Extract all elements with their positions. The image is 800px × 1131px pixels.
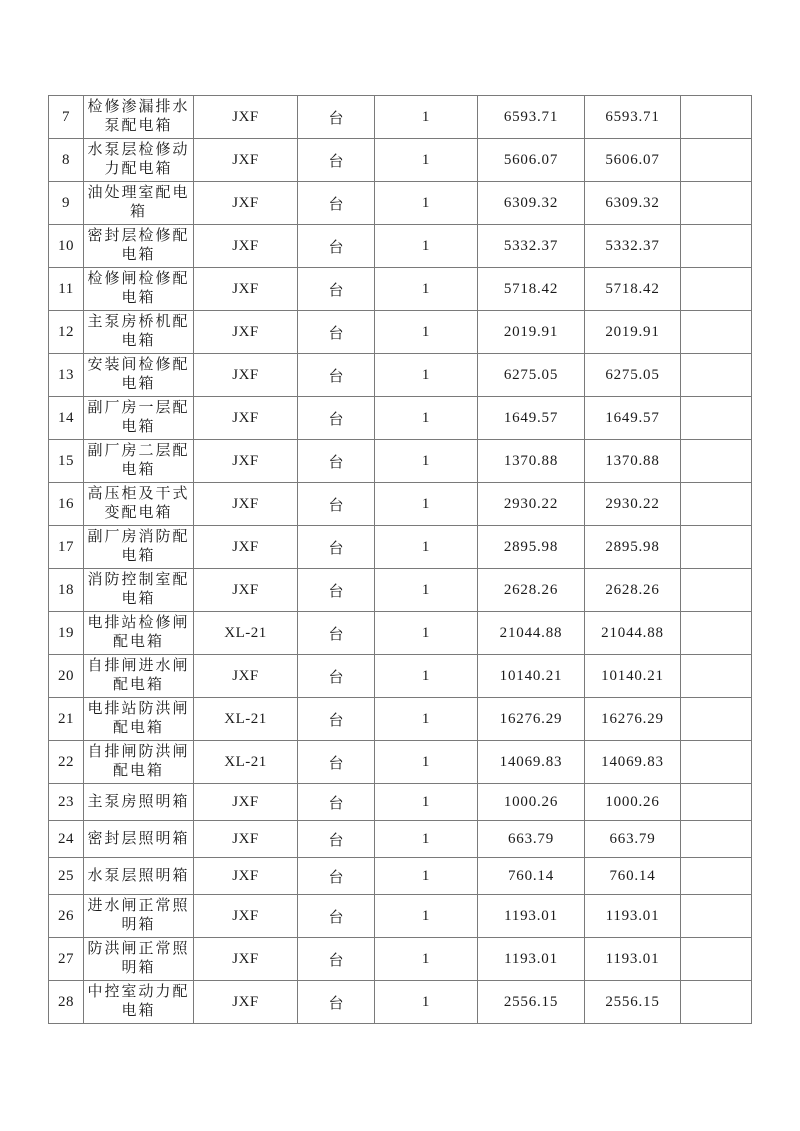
cell-unit: 台 bbox=[298, 698, 375, 741]
table-row bbox=[49, 938, 752, 981]
cell-name: 副厂房消防配电箱 bbox=[84, 526, 194, 569]
cell-total: 21044.88 bbox=[585, 612, 681, 655]
cell-qty: 1 bbox=[375, 938, 478, 981]
table-row bbox=[49, 784, 752, 821]
cell-remark bbox=[681, 938, 752, 981]
cell-model: JXF bbox=[194, 858, 298, 895]
cell-qty: 1 bbox=[375, 268, 478, 311]
cell-remark bbox=[681, 354, 752, 397]
cell-total: 6275.05 bbox=[585, 354, 681, 397]
cell-model: JXF bbox=[194, 96, 298, 139]
cell-remark bbox=[681, 741, 752, 784]
cell-total: 5718.42 bbox=[585, 268, 681, 311]
cell-no: 9 bbox=[49, 182, 84, 225]
table-row bbox=[49, 225, 752, 268]
cell-qty: 1 bbox=[375, 981, 478, 1024]
table-row bbox=[49, 821, 752, 858]
cell-total: 2930.22 bbox=[585, 483, 681, 526]
cell-no: 18 bbox=[49, 569, 84, 612]
cell-no: 16 bbox=[49, 483, 84, 526]
table-row bbox=[49, 440, 752, 483]
table-row bbox=[49, 96, 752, 139]
cell-name: 安装间检修配电箱 bbox=[84, 354, 194, 397]
cell-unit: 台 bbox=[298, 981, 375, 1024]
cell-total: 14069.83 bbox=[585, 741, 681, 784]
cell-name: 消防控制室配电箱 bbox=[84, 569, 194, 612]
cell-name: 电排站防洪闸配电箱 bbox=[84, 698, 194, 741]
cell-no: 22 bbox=[49, 741, 84, 784]
cell-unit_price: 16276.29 bbox=[478, 698, 585, 741]
cell-remark bbox=[681, 483, 752, 526]
cell-total: 5606.07 bbox=[585, 139, 681, 182]
cell-unit_price: 1193.01 bbox=[478, 938, 585, 981]
cell-qty: 1 bbox=[375, 354, 478, 397]
cell-unit: 台 bbox=[298, 354, 375, 397]
cell-no: 24 bbox=[49, 821, 84, 858]
equipment-table-body bbox=[49, 96, 752, 1024]
cell-unit: 台 bbox=[298, 784, 375, 821]
cell-remark bbox=[681, 182, 752, 225]
cell-unit: 台 bbox=[298, 821, 375, 858]
cell-qty: 1 bbox=[375, 569, 478, 612]
cell-remark bbox=[681, 569, 752, 612]
cell-model: JXF bbox=[194, 526, 298, 569]
table-row bbox=[49, 698, 752, 741]
cell-unit_price: 2019.91 bbox=[478, 311, 585, 354]
table-row bbox=[49, 182, 752, 225]
cell-total: 2895.98 bbox=[585, 526, 681, 569]
cell-unit: 台 bbox=[298, 569, 375, 612]
cell-no: 25 bbox=[49, 858, 84, 895]
cell-remark bbox=[681, 96, 752, 139]
cell-no: 26 bbox=[49, 895, 84, 938]
cell-no: 11 bbox=[49, 268, 84, 311]
cell-no: 8 bbox=[49, 139, 84, 182]
cell-name: 自排闸防洪闸配电箱 bbox=[84, 741, 194, 784]
cell-qty: 1 bbox=[375, 858, 478, 895]
table-row bbox=[49, 569, 752, 612]
cell-total: 1649.57 bbox=[585, 397, 681, 440]
cell-qty: 1 bbox=[375, 182, 478, 225]
cell-total: 5332.37 bbox=[585, 225, 681, 268]
cell-name: 检修渗漏排水泵配电箱 bbox=[84, 96, 194, 139]
cell-unit_price: 1000.26 bbox=[478, 784, 585, 821]
cell-remark bbox=[681, 698, 752, 741]
cell-unit_price: 1193.01 bbox=[478, 895, 585, 938]
table-row bbox=[49, 139, 752, 182]
cell-model: JXF bbox=[194, 225, 298, 268]
cell-unit_price: 6275.05 bbox=[478, 354, 585, 397]
cell-name: 中控室动力配电箱 bbox=[84, 981, 194, 1024]
cell-unit_price: 1649.57 bbox=[478, 397, 585, 440]
cell-unit: 台 bbox=[298, 741, 375, 784]
cell-name: 油处理室配电箱 bbox=[84, 182, 194, 225]
cell-qty: 1 bbox=[375, 225, 478, 268]
cell-total: 2556.15 bbox=[585, 981, 681, 1024]
table-row bbox=[49, 526, 752, 569]
cell-total: 1193.01 bbox=[585, 938, 681, 981]
cell-name: 副厂房二层配电箱 bbox=[84, 440, 194, 483]
cell-total: 10140.21 bbox=[585, 655, 681, 698]
cell-unit: 台 bbox=[298, 96, 375, 139]
cell-unit_price: 1370.88 bbox=[478, 440, 585, 483]
cell-model: JXF bbox=[194, 440, 298, 483]
cell-model: JXF bbox=[194, 981, 298, 1024]
cell-qty: 1 bbox=[375, 784, 478, 821]
cell-qty: 1 bbox=[375, 612, 478, 655]
cell-model: JXF bbox=[194, 311, 298, 354]
cell-total: 2628.26 bbox=[585, 569, 681, 612]
cell-no: 12 bbox=[49, 311, 84, 354]
cell-model: JXF bbox=[194, 397, 298, 440]
cell-unit_price: 6593.71 bbox=[478, 96, 585, 139]
cell-unit: 台 bbox=[298, 858, 375, 895]
cell-no: 7 bbox=[49, 96, 84, 139]
cell-total: 1370.88 bbox=[585, 440, 681, 483]
cell-model: XL-21 bbox=[194, 612, 298, 655]
cell-name: 进水闸正常照明箱 bbox=[84, 895, 194, 938]
cell-model: JXF bbox=[194, 483, 298, 526]
cell-qty: 1 bbox=[375, 821, 478, 858]
cell-no: 13 bbox=[49, 354, 84, 397]
cell-unit: 台 bbox=[298, 612, 375, 655]
cell-unit: 台 bbox=[298, 268, 375, 311]
cell-qty: 1 bbox=[375, 311, 478, 354]
cell-no: 15 bbox=[49, 440, 84, 483]
cell-model: JXF bbox=[194, 268, 298, 311]
cell-qty: 1 bbox=[375, 526, 478, 569]
cell-unit: 台 bbox=[298, 938, 375, 981]
cell-qty: 1 bbox=[375, 440, 478, 483]
table-row bbox=[49, 741, 752, 784]
cell-unit_price: 2628.26 bbox=[478, 569, 585, 612]
cell-model: JXF bbox=[194, 354, 298, 397]
cell-name: 主泵房照明箱 bbox=[84, 784, 194, 821]
cell-remark bbox=[681, 821, 752, 858]
cell-unit_price: 2895.98 bbox=[478, 526, 585, 569]
cell-total: 6593.71 bbox=[585, 96, 681, 139]
cell-name: 高压柜及干式变配电箱 bbox=[84, 483, 194, 526]
table-row bbox=[49, 612, 752, 655]
cell-no: 23 bbox=[49, 784, 84, 821]
cell-no: 17 bbox=[49, 526, 84, 569]
cell-unit: 台 bbox=[298, 182, 375, 225]
cell-qty: 1 bbox=[375, 483, 478, 526]
cell-total: 6309.32 bbox=[585, 182, 681, 225]
cell-no: 28 bbox=[49, 981, 84, 1024]
cell-unit_price: 6309.32 bbox=[478, 182, 585, 225]
cell-model: XL-21 bbox=[194, 698, 298, 741]
cell-model: XL-21 bbox=[194, 741, 298, 784]
cell-no: 21 bbox=[49, 698, 84, 741]
cell-total: 16276.29 bbox=[585, 698, 681, 741]
cell-total: 663.79 bbox=[585, 821, 681, 858]
cell-name: 水泵层照明箱 bbox=[84, 858, 194, 895]
cell-model: JXF bbox=[194, 895, 298, 938]
cell-qty: 1 bbox=[375, 139, 478, 182]
cell-name: 密封层照明箱 bbox=[84, 821, 194, 858]
cell-name: 副厂房一层配电箱 bbox=[84, 397, 194, 440]
table-row bbox=[49, 981, 752, 1024]
cell-model: JXF bbox=[194, 569, 298, 612]
equipment-price-table bbox=[48, 95, 752, 1024]
cell-remark bbox=[681, 895, 752, 938]
cell-qty: 1 bbox=[375, 895, 478, 938]
table-row bbox=[49, 268, 752, 311]
table-row bbox=[49, 354, 752, 397]
cell-model: JXF bbox=[194, 938, 298, 981]
cell-unit_price: 5718.42 bbox=[478, 268, 585, 311]
cell-total: 1193.01 bbox=[585, 895, 681, 938]
cell-remark bbox=[681, 397, 752, 440]
table-row bbox=[49, 895, 752, 938]
cell-total: 2019.91 bbox=[585, 311, 681, 354]
cell-no: 27 bbox=[49, 938, 84, 981]
cell-remark bbox=[681, 311, 752, 354]
cell-remark bbox=[681, 139, 752, 182]
cell-unit: 台 bbox=[298, 483, 375, 526]
table-row bbox=[49, 655, 752, 698]
cell-qty: 1 bbox=[375, 741, 478, 784]
cell-unit: 台 bbox=[298, 225, 375, 268]
cell-qty: 1 bbox=[375, 96, 478, 139]
cell-qty: 1 bbox=[375, 655, 478, 698]
cell-remark bbox=[681, 268, 752, 311]
cell-unit: 台 bbox=[298, 440, 375, 483]
cell-name: 电排站检修闸配电箱 bbox=[84, 612, 194, 655]
cell-no: 19 bbox=[49, 612, 84, 655]
cell-name: 主泵房桥机配电箱 bbox=[84, 311, 194, 354]
cell-unit_price: 2930.22 bbox=[478, 483, 585, 526]
cell-name: 水泵层检修动力配电箱 bbox=[84, 139, 194, 182]
cell-unit_price: 14069.83 bbox=[478, 741, 585, 784]
cell-remark bbox=[681, 784, 752, 821]
cell-remark bbox=[681, 655, 752, 698]
cell-model: JXF bbox=[194, 655, 298, 698]
cell-unit_price: 5606.07 bbox=[478, 139, 585, 182]
cell-remark bbox=[681, 858, 752, 895]
cell-unit: 台 bbox=[298, 397, 375, 440]
cell-unit_price: 21044.88 bbox=[478, 612, 585, 655]
cell-qty: 1 bbox=[375, 698, 478, 741]
cell-total: 760.14 bbox=[585, 858, 681, 895]
cell-qty: 1 bbox=[375, 397, 478, 440]
cell-total: 1000.26 bbox=[585, 784, 681, 821]
cell-no: 14 bbox=[49, 397, 84, 440]
cell-unit_price: 663.79 bbox=[478, 821, 585, 858]
cell-remark bbox=[681, 526, 752, 569]
table-row bbox=[49, 858, 752, 895]
cell-unit: 台 bbox=[298, 139, 375, 182]
cell-name: 检修闸检修配电箱 bbox=[84, 268, 194, 311]
cell-no: 20 bbox=[49, 655, 84, 698]
table-row bbox=[49, 397, 752, 440]
cell-name: 密封层检修配电箱 bbox=[84, 225, 194, 268]
cell-unit_price: 2556.15 bbox=[478, 981, 585, 1024]
cell-unit_price: 10140.21 bbox=[478, 655, 585, 698]
cell-no: 10 bbox=[49, 225, 84, 268]
cell-model: JXF bbox=[194, 182, 298, 225]
table-row bbox=[49, 311, 752, 354]
cell-remark bbox=[681, 981, 752, 1024]
cell-model: JXF bbox=[194, 139, 298, 182]
cell-model: JXF bbox=[194, 784, 298, 821]
table-row bbox=[49, 483, 752, 526]
cell-unit_price: 760.14 bbox=[478, 858, 585, 895]
cell-unit: 台 bbox=[298, 655, 375, 698]
cell-unit_price: 5332.37 bbox=[478, 225, 585, 268]
cell-unit: 台 bbox=[298, 526, 375, 569]
cell-remark bbox=[681, 612, 752, 655]
cell-name: 自排闸进水闸配电箱 bbox=[84, 655, 194, 698]
cell-remark bbox=[681, 225, 752, 268]
cell-unit: 台 bbox=[298, 895, 375, 938]
cell-model: JXF bbox=[194, 821, 298, 858]
cell-remark bbox=[681, 440, 752, 483]
cell-name: 防洪闸正常照明箱 bbox=[84, 938, 194, 981]
cell-unit: 台 bbox=[298, 311, 375, 354]
